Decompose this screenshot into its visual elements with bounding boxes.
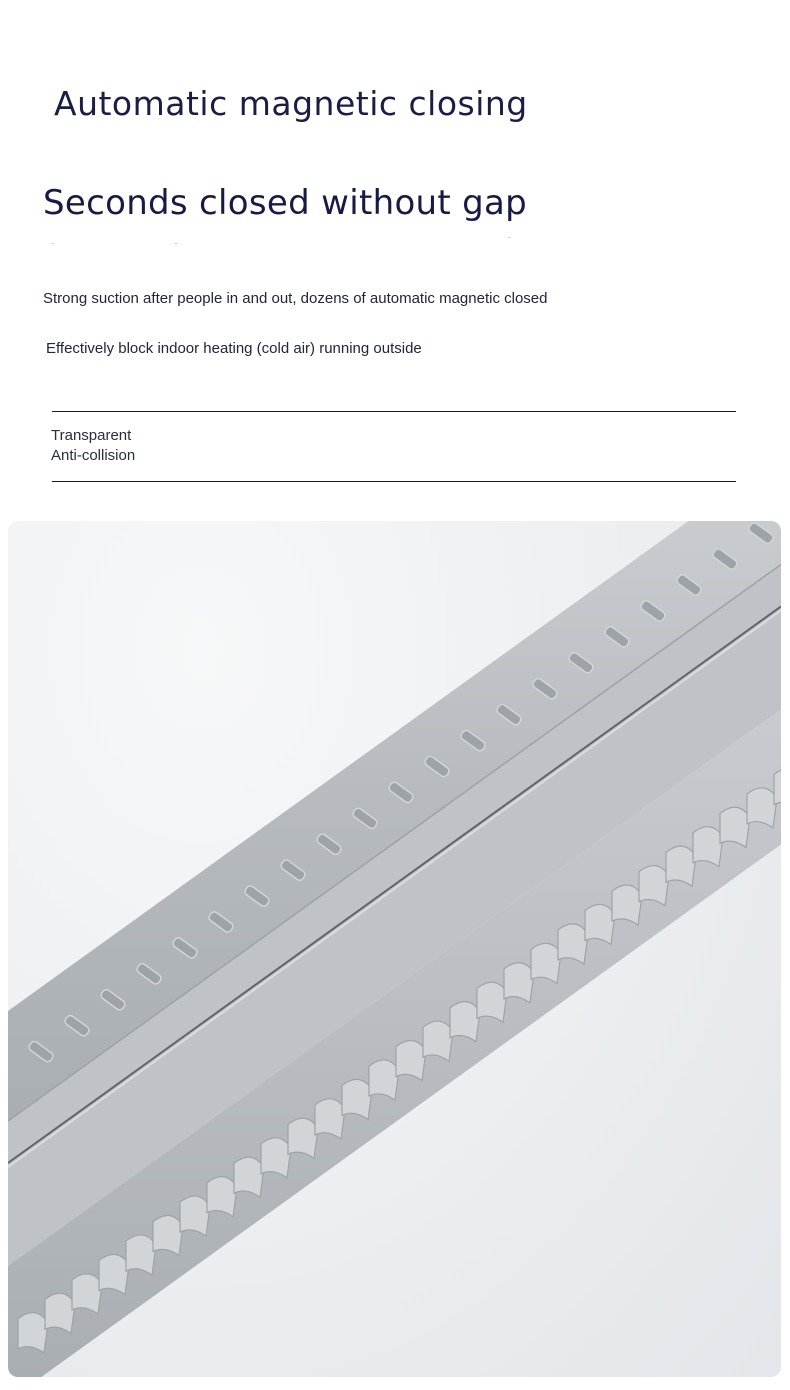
strip-fin bbox=[315, 1099, 345, 1139]
strip-fin bbox=[45, 1293, 75, 1333]
product-photo bbox=[8, 521, 781, 1377]
strip-fin bbox=[612, 885, 642, 925]
speck bbox=[508, 237, 510, 238]
divider-top bbox=[52, 411, 736, 412]
strip-fin bbox=[72, 1274, 102, 1314]
strip-fin bbox=[504, 963, 534, 1003]
strip-fin bbox=[153, 1215, 183, 1255]
description-line-1: Strong suction after people in and out, dozens of automatic magnetic closed bbox=[43, 290, 548, 307]
strip-fin bbox=[558, 924, 588, 964]
strip-fin bbox=[234, 1157, 264, 1197]
strip-fin bbox=[720, 807, 750, 847]
strip-fin bbox=[369, 1060, 399, 1100]
strip-fin bbox=[774, 768, 781, 808]
strip-fin bbox=[207, 1177, 237, 1217]
magnetic-strip-illustration bbox=[8, 521, 781, 1377]
strip-fin bbox=[342, 1079, 372, 1119]
strip-fin bbox=[585, 904, 615, 944]
strip-fin bbox=[180, 1196, 210, 1236]
strip-fin bbox=[18, 1313, 48, 1353]
feature-tag-transparent: Transparent bbox=[51, 427, 132, 444]
description-line-2: Effectively block indoor heating (cold air) running outside bbox=[46, 340, 422, 357]
strip-fin bbox=[531, 943, 561, 983]
strip-fin bbox=[477, 982, 507, 1022]
strip-fin bbox=[747, 788, 777, 828]
strip-fin bbox=[450, 1002, 480, 1042]
strip-fin bbox=[261, 1138, 291, 1178]
heading-secondary: Seconds closed without gap bbox=[43, 183, 528, 223]
strip-fin bbox=[639, 866, 669, 906]
strip-fin bbox=[126, 1235, 156, 1275]
strip-fin bbox=[423, 1021, 453, 1061]
strip-fin bbox=[666, 846, 696, 886]
heading-primary: Automatic magnetic closing bbox=[54, 84, 528, 123]
strip-fin bbox=[693, 827, 723, 867]
strip-fin bbox=[99, 1254, 129, 1294]
speck bbox=[175, 243, 177, 244]
feature-tag-anti-collision: Anti-collision bbox=[51, 447, 136, 464]
strip-fin bbox=[288, 1118, 318, 1158]
strip-fin bbox=[396, 1041, 426, 1081]
speck bbox=[52, 243, 54, 244]
divider-bottom bbox=[52, 481, 736, 482]
